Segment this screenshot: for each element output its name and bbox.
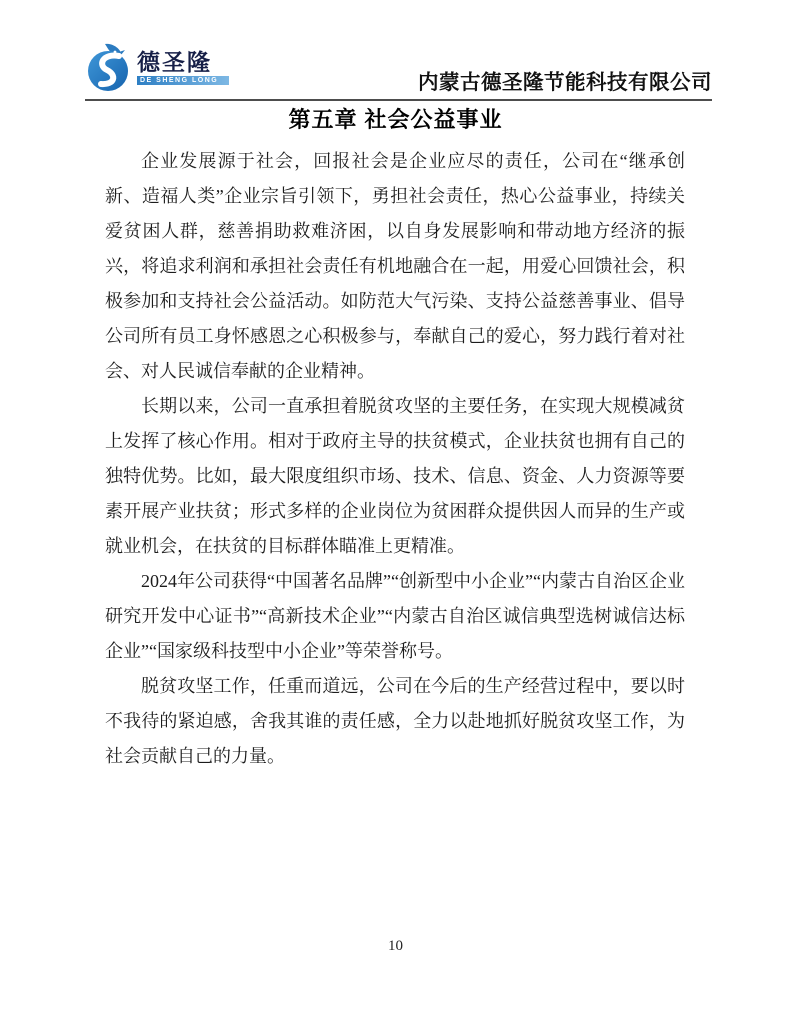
paragraph-1: 企业发展源于社会，回报社会是企业应尽的责任，公司在“继承创新、造福人类”企业宗旨引领下，勇担社会责任，热心公益事业，持续关爱贫困人群，慈善捐助救难济困，以自身发展影响和带动地方经济的振兴，将追求利润和承担社会责任有机地融合在一起，用爱心回馈社会，积极参加和支持社会公益活动。如防范大气污染、支持公益慈善事业、倡导公司所有员工身怀感恩之心积极参与，奉献自己的爱心，努力践行着对社会、对人民诚信奉献的企业精神。 — [105, 151, 685, 381]
page-header — [85, 32, 712, 101]
paragraph-4: 脱贫攻坚工作，任重而道远，公司在今后的生产经营过程中，要以时不我待的紧迫感，舍我其谁的责任感，全力以赴地抓好脱贫攻坚工作，为社会贡献自己的力量。 — [105, 676, 685, 766]
logo-text — [137, 51, 229, 85]
dragon-s-emblem-icon — [85, 43, 133, 93]
chapter-title: 第五章 社会公益事业 — [288, 107, 503, 132]
logo-text-en: DE SHENG LONG — [137, 76, 229, 85]
page-number: 10 — [388, 938, 403, 954]
logo-text-cn: 德圣隆 — [137, 49, 212, 75]
paragraph-3: 2024年公司获得“中国著名品牌”“创新型中小企业”“内蒙古自治区企业研究开发中心证书”“高新技术企业”“内蒙古自治区诚信典型选树诚信达标企业”“国家级科技型中小企业”等荣誉称号。 — [105, 571, 685, 661]
paragraph-2: 长期以来，公司一直承担着脱贫攻坚的主要任务，在实现大规模减贫上发挥了核心作用。相对于政府主导的扶贫模式，企业扶贫也拥有自己的独特优势。比如，最大限度组织市场、技术、信息、资金、人力资源等要素开展产业扶贫；形式多样的企业岗位为贫困群众提供因人而异的生产或就业机会，在扶贫的目标群体瞄准上更精准。 — [105, 396, 685, 556]
document-body — [105, 144, 685, 774]
company-logo — [85, 43, 229, 93]
company-name: 内蒙古德圣隆节能科技有限公司 — [418, 72, 712, 94]
